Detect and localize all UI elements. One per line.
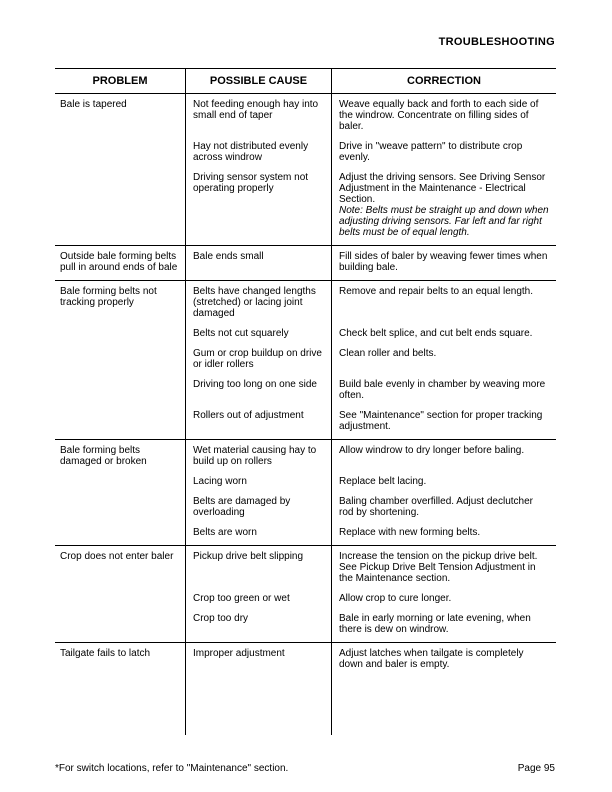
table-row: [55, 613, 556, 642]
correction-cell: Clean roller and belts.: [331, 348, 556, 379]
cause-cell: Improper adjustment: [185, 643, 331, 679]
problem-cell: Bale is tapered: [60, 99, 127, 110]
cause-cell: Belts have changed lengths (stretched) or lacing joint damaged: [185, 281, 331, 328]
problem-cell: [55, 476, 185, 496]
table-row: [55, 546, 556, 593]
cause-cell: Gum or crop buildup on drive or idler rollers: [185, 348, 331, 379]
table-row: [55, 348, 556, 379]
col-header-correction: CORRECTION: [331, 69, 556, 93]
cause-cell: Wet material causing hay to build up on rollers: [185, 440, 331, 476]
table-row: [55, 593, 556, 613]
problem-cell: [55, 141, 185, 172]
page-number: Page 95: [517, 763, 555, 774]
cause-cell: Not feeding enough hay into small end of taper: [185, 94, 331, 141]
table-row-group: [55, 545, 556, 642]
problem-cell: [55, 379, 185, 410]
problem-cell: [55, 328, 185, 348]
table-row: [55, 141, 556, 172]
correction-cell: Baling chamber overfilled. Adjust declutcher rod by shortening.: [331, 496, 556, 527]
correction-cell: Build bale evenly in chamber by weaving more often.: [331, 379, 556, 410]
table-row: [55, 527, 556, 545]
correction-cell: Increase the tension on the pickup drive belt. See Pickup Drive Belt Tension Adjustment in the Maintenance section.: [331, 546, 556, 593]
table-row: [55, 94, 556, 141]
table-row: [55, 172, 556, 245]
table-row: [55, 328, 556, 348]
correction-cell: Replace with new forming belts.: [331, 527, 556, 545]
problem-cell: [55, 679, 185, 735]
cause-cell: Crop too green or wet: [185, 593, 331, 613]
cause-cell: Rollers out of adjustment: [185, 410, 331, 439]
problem-cell: [55, 613, 185, 642]
table-row-group: [55, 642, 556, 735]
table-row: [55, 496, 556, 527]
problem-cell: [55, 172, 185, 245]
correction-cell: Allow windrow to dry longer before baling.: [331, 440, 556, 476]
correction-cell: Weave equally back and forth to each side of the windrow. Concentrate on filling sides of baler.: [331, 94, 556, 141]
cause-cell: Hay not distributed evenly across windrow: [185, 141, 331, 172]
footer-note: *For switch locations, refer to "Maintenance" section.: [55, 763, 289, 774]
cause-cell: Belts not cut squarely: [185, 328, 331, 348]
problem-cell: [55, 496, 185, 527]
table-row: [55, 643, 556, 679]
problem-cell: [55, 593, 185, 613]
cause-cell: Driving too long on one side: [185, 379, 331, 410]
correction-cell: Replace belt lacing.: [331, 476, 556, 496]
problem-cell: Tailgate fails to latch: [60, 648, 151, 659]
table-row: [55, 246, 556, 280]
correction-cell: [331, 172, 556, 245]
table-row-group: [55, 245, 556, 280]
cause-cell: Belts are worn: [185, 527, 331, 545]
correction-cell: Remove and repair belts to an equal length.: [331, 281, 556, 328]
table-row: [55, 440, 556, 476]
cause-cell: Driving sensor system not operating properly: [185, 172, 331, 245]
correction-cell: Adjust latches when tailgate is completely down and baler is empty.: [331, 643, 556, 679]
table-row-group: [55, 439, 556, 545]
problem-cell: [55, 348, 185, 379]
problem-cell: Bale forming belts not tracking properly: [60, 286, 157, 308]
col-header-possible-cause: POSSIBLE CAUSE: [185, 69, 331, 93]
cause-cell: Crop too dry: [185, 613, 331, 642]
correction-cell: Check belt splice, and cut belt ends square.: [331, 328, 556, 348]
cause-cell: [185, 679, 331, 735]
cause-cell: Lacing worn: [185, 476, 331, 496]
correction-cell: Allow crop to cure longer.: [331, 593, 556, 613]
table-header-row: [55, 68, 556, 93]
cause-cell: Bale ends small: [185, 246, 331, 280]
problem-cell: [55, 410, 185, 439]
table-row: [55, 410, 556, 439]
correction-cell: See "Maintenance" section for proper tracking adjustment.: [331, 410, 556, 439]
problem-cell: Outside bale forming belts pull in around ends of bale: [60, 251, 178, 273]
table-row: [55, 281, 556, 328]
correction-note: Note: Belts must be straight up and down when adjusting driving sensors. Far left and far right belts must be of equal length.: [339, 205, 549, 238]
problem-cell: Bale forming belts damaged or broken: [60, 445, 147, 467]
cause-cell: Pickup drive belt slipping: [185, 546, 331, 593]
table-row: [55, 476, 556, 496]
problem-cell: Crop does not enter baler: [60, 551, 174, 562]
problem-cell: [55, 527, 185, 545]
table-row: [55, 379, 556, 410]
page-footer: [55, 763, 555, 774]
page-title: TROUBLESHOOTING: [438, 36, 555, 48]
correction-cell: Drive in "weave pattern" to distribute crop evenly.: [331, 141, 556, 172]
troubleshooting-table: [55, 68, 556, 735]
correction-cell: Fill sides of baler by weaving fewer times when building bale.: [331, 246, 556, 280]
table-row-group: [55, 93, 556, 245]
cause-cell: Belts are damaged by overloading: [185, 496, 331, 527]
table-row-empty: [55, 679, 556, 735]
table-row-group: [55, 280, 556, 439]
correction-text: Adjust the driving sensors. See Driving Sensor Adjustment in the Maintenance - Electrical Section.: [339, 172, 546, 205]
correction-cell: [331, 679, 556, 735]
col-header-problem: PROBLEM: [92, 75, 148, 87]
correction-cell: Bale in early morning or late evening, when there is dew on windrow.: [331, 613, 556, 642]
